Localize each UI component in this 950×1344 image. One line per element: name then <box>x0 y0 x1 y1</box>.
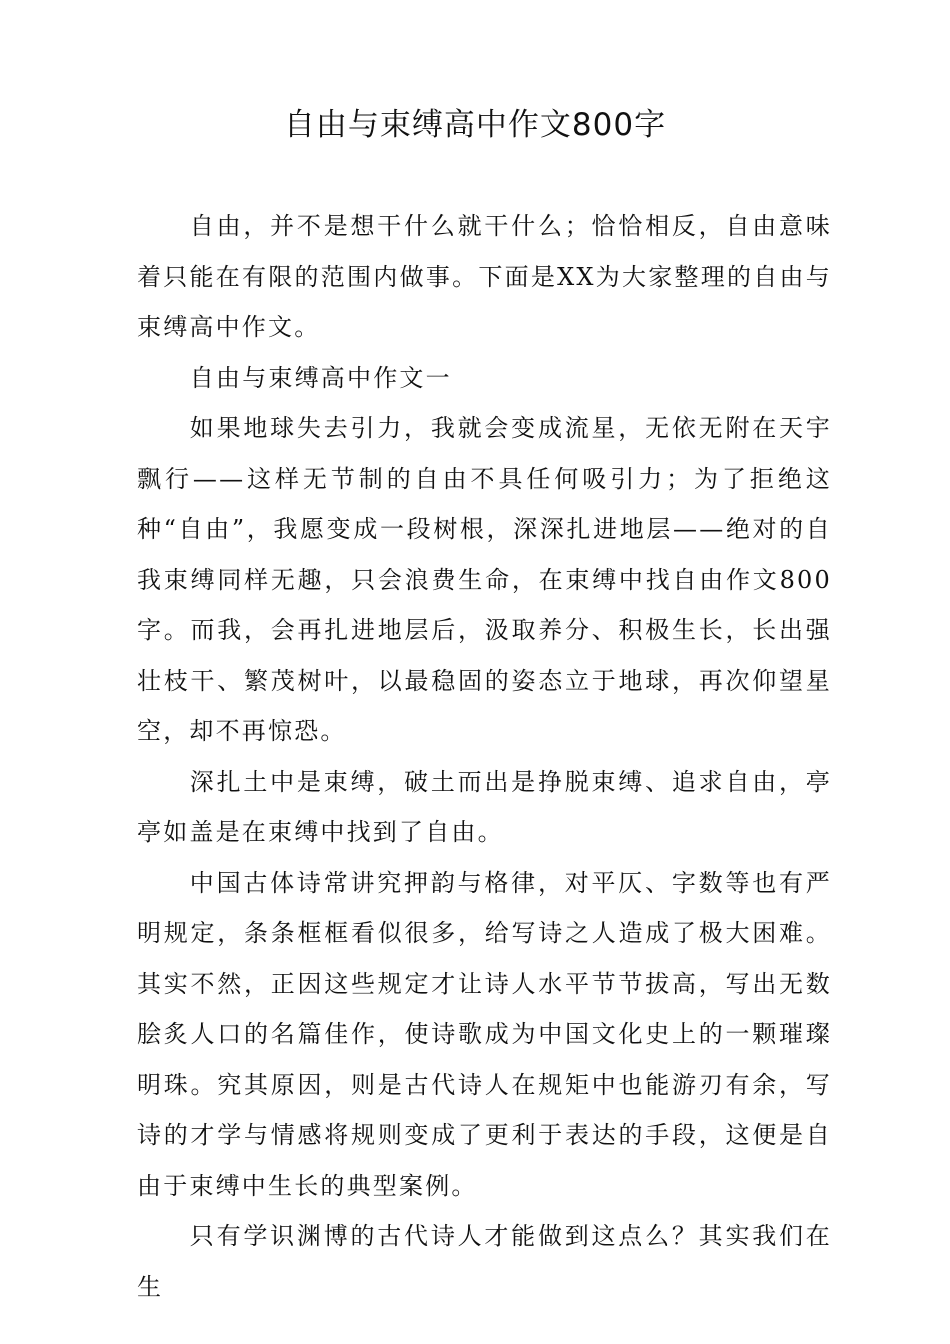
body-paragraph: 只有学识渊博的古代诗人才能做到这点么？其实我们在生 <box>137 1222 832 1301</box>
document-body <box>137 201 832 1312</box>
body-paragraph: 如果地球失去引力，我就会变成流星，无依无附在天宇飘行——这样无节制的自由不具任何吸引力；为了拒绝这种“自由”，我愿变成一段树根，深深扎进地层——绝对的自我束缚同样无趣，只会浪费生命，在束缚中找自由作文800字。而我，会再扎进地层后，汲取养分、积极生长，长出强壮枝干、繁茂树叶，以最稳固的姿态立于地球，再次仰望星空，却不再惊恐。 <box>137 414 832 745</box>
body-paragraph: 中国古体诗常讲究押韵与格律，对平仄、字数等也有严明规定，条条框框看似很多，给写诗之人造成了极大困难。其实不然，正因这些规定才让诗人水平节节拔高，写出无数脍炙人口的名篇佳作，使诗歌成为中国文化史上的一颗璀璨明珠。究其原因，则是古代诗人在规矩中也能游刃有余，写诗的才学与情感将规则变成了更利于表达的手段，这便是自由于束缚中生长的典型案例。 <box>137 868 832 1200</box>
body-paragraph: 深扎土中是束缚，破土而出是挣脱束缚、追求自由，亭亭如盖是在束缚中找到了自由。 <box>137 767 832 846</box>
document-title: 自由与束缚高中作文800字 <box>283 107 667 143</box>
intro-paragraph: 自由，并不是想干什么就干什么；恰恰相反，自由意味着只能在有限的范围内做事。下面是XX为大家整理的自由与束缚高中作文。 <box>137 212 832 341</box>
section-heading: 自由与束缚高中作文一 <box>189 363 452 392</box>
